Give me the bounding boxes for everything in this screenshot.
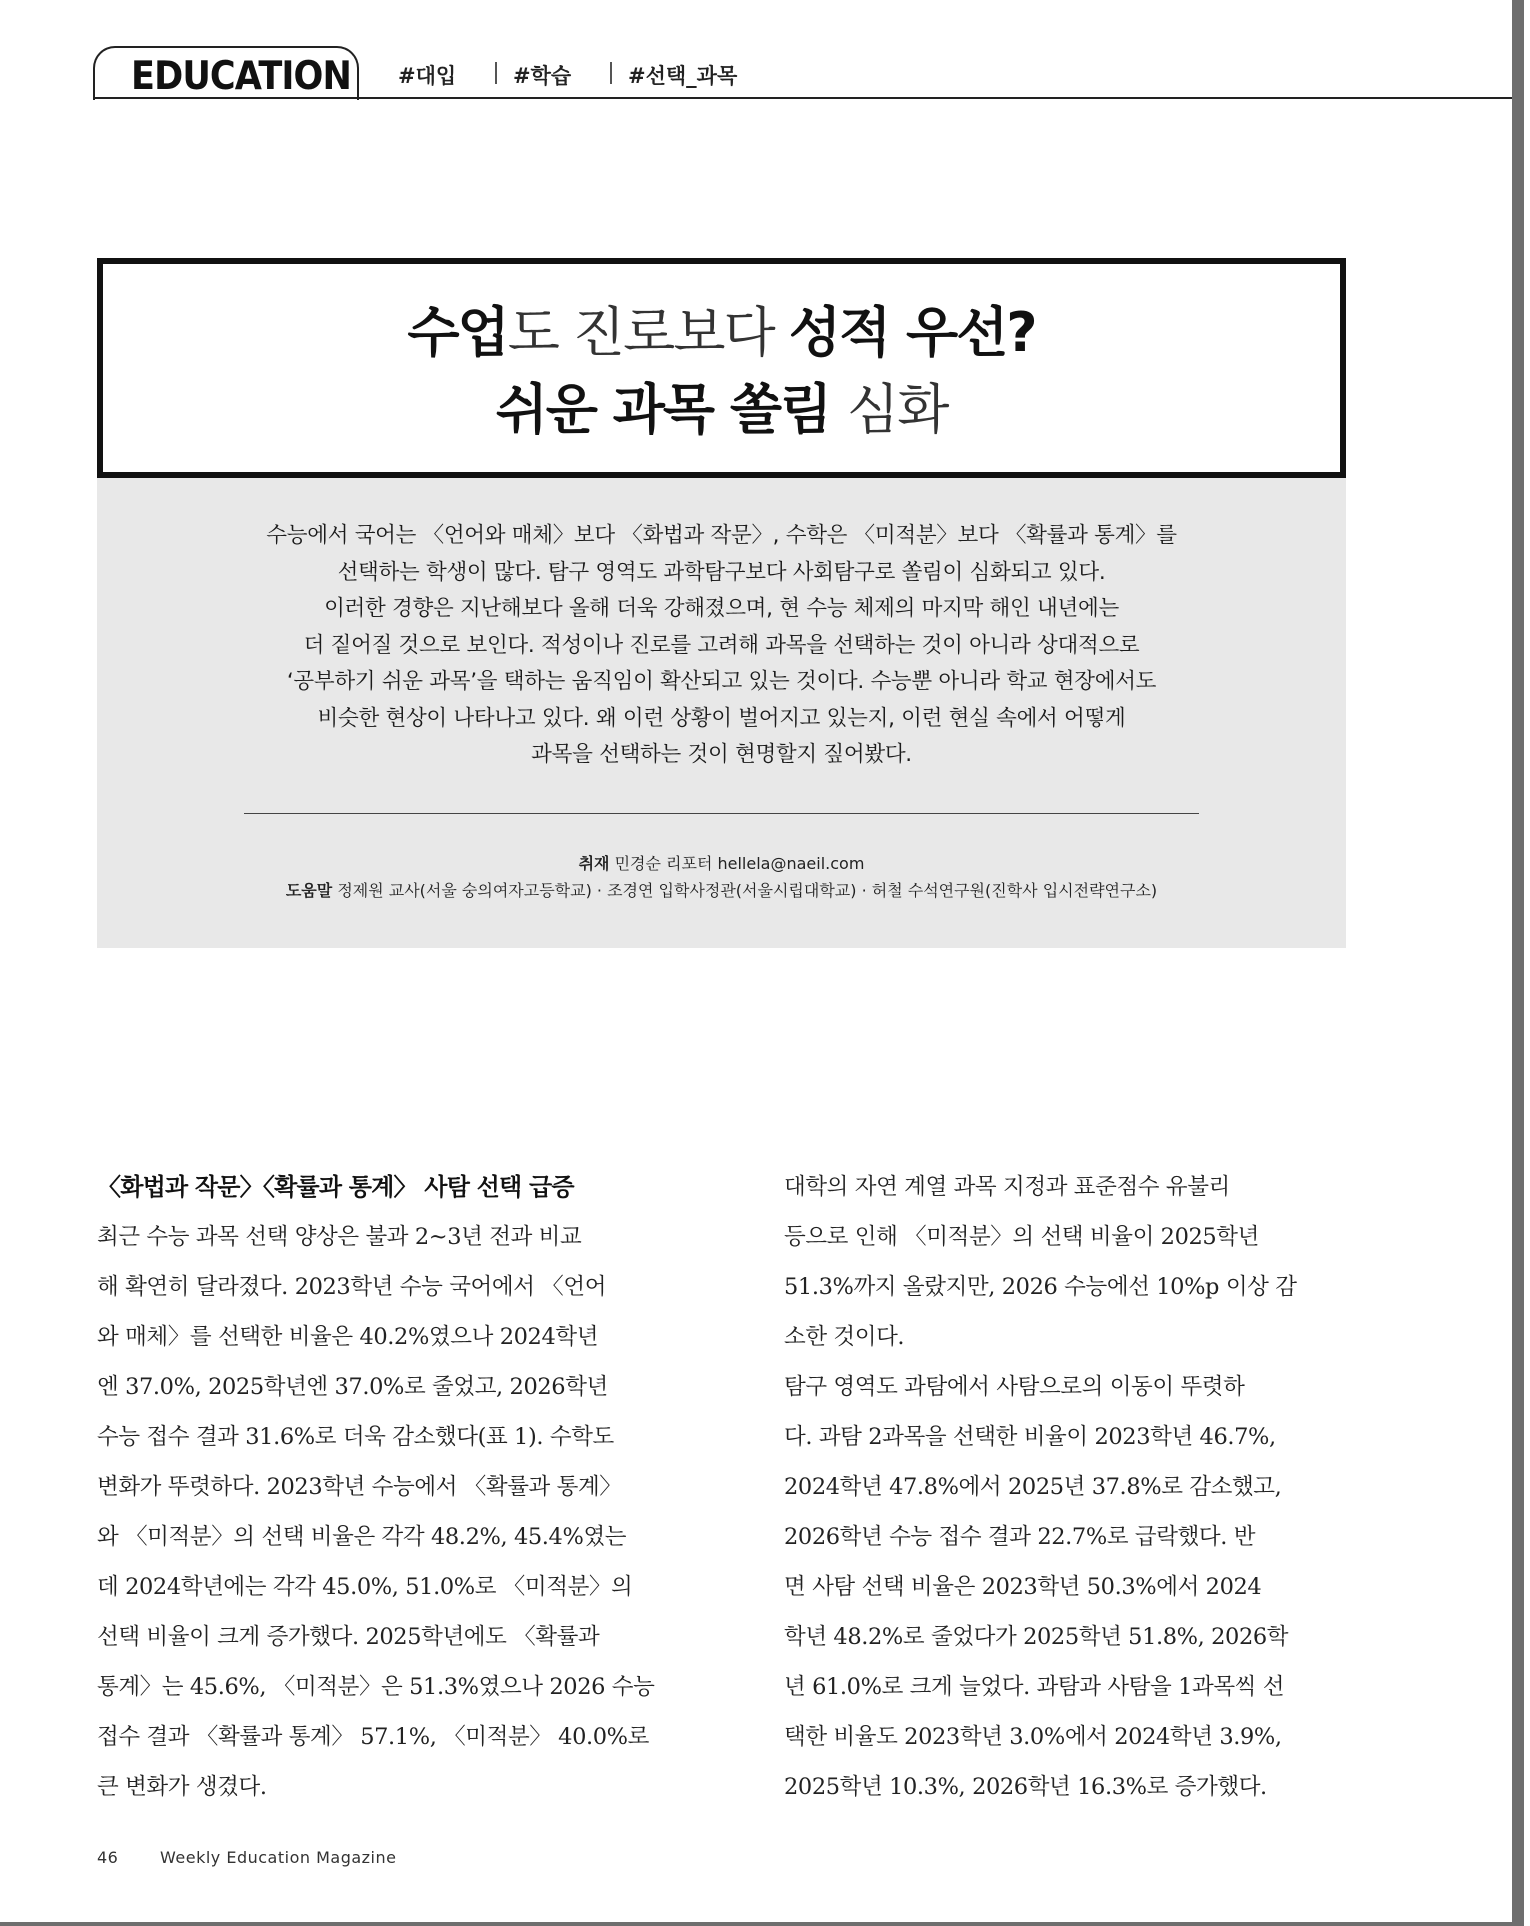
body-line: 선택 비율이 크게 증가했다. 2025학년에도 〈확률과 [97,1624,600,1650]
body-line: 소한 것이다. [784,1324,905,1350]
page-number: 46 [97,1848,119,1867]
subheading: 〈화법과 작문〉〈확률과 통계〉 사탐 선택 급증 [97,1173,574,1201]
body-line: 대학의 자연 계열 과목 지정과 표준점수 유불리 [784,1174,1230,1200]
body-line: 데 2024학년에는 각각 45.0%, 51.0%로 〈미적분〉의 [97,1574,633,1600]
body-line: 2025학년 10.3%, 2026학년 16.3%로 증가했다. [784,1774,1267,1800]
body-column-left [97,1162,672,1812]
headline-line-1: 수업도 진로보다 성적 우선? [407,301,1036,364]
section-label: EDUCATION [131,54,351,99]
tag-separator [610,62,612,84]
tag-separator [495,62,497,84]
body-line: 엔 37.0%, 2025학년엔 37.0%로 줄었고, 2026학년 [97,1374,608,1400]
headline-box [97,258,1346,478]
body-line: 51.3%까지 올랐지만, 2026 수능에선 10%p 이상 감 [784,1274,1297,1300]
body-line: 통계〉는 45.6%, 〈미적분〉은 51.3%였으나 2026 수능 [97,1674,655,1700]
body-line: 학년 48.2%로 줄었다가 2025학년 51.8%, 2026학 [784,1624,1289,1650]
body-line: 다. 과탐 2과목을 선택한 비율이 2023학년 46.7%, [784,1424,1276,1450]
lead-paragraph: 수능에서 국어는 〈언어와 매체〉보다 〈화법과 작문〉, 수학은 〈미적분〉보다 〈확률과 통계〉를 선택하는 학생이 많다. 탐구 영역도 과학탐구보다 사회탐구로 쏠림이 심화되고 있다. 이러한 경향은 지난해보다 올해 더욱 강해졌으며, 현 수능 체제의 마지막 해인 내년에는 더 짙어질 것으로 보인다. 적성이나 진로를 고려해 과목을 선택하는 것이 아니라 상대적으로 ‘공부하기 쉬운 과목’을 택하는 움직임이 확산되고 있는 것이다. 수능뿐 아니라 학교 현장에서도 비슷한 현상이 나타나고 있다. 왜 이런 상황이 벌어지고 있는지, 이런 현실 속에서 어떻게 과목을 선택하는 것이 현명할지 짚어봤다. [266,523,1177,767]
body-column-right [784,1162,1359,1812]
body-line: 등으로 인해 〈미적분〉의 선택 비율이 2025학년 [784,1224,1259,1250]
body-line: 변화가 뚜렷하다. 2023학년 수능에서 〈확률과 통계〉 [97,1474,622,1500]
credits [97,850,1346,904]
lead-divider [244,813,1199,814]
magazine-name: Weekly Education Magazine [160,1848,397,1867]
headline-line-2: 쉬운 과목 쏠림 심화 [495,378,948,441]
body-line: 와 〈미적분〉의 선택 비율은 각각 48.2%, 45.4%였는 [97,1524,627,1550]
body-line: 접수 결과 〈확률과 통계〉 57.1%, 〈미적분〉 40.0%로 [97,1724,649,1750]
body-line: 2026학년 수능 접수 결과 22.7%로 급락했다. 반 [784,1524,1256,1550]
body-line: 해 확연히 달라졌다. 2023학년 수능 국어에서 〈언어 [97,1274,607,1300]
tag-admission[interactable]: #대입 [398,64,457,88]
body-line: 와 매체〉를 선택한 비율은 40.2%였으나 2024학년 [97,1324,599,1350]
tag-elective-subject[interactable]: #선택_과목 [628,64,738,88]
body-line: 수능 접수 결과 31.6%로 더욱 감소했다(표 1). 수학도 [97,1424,614,1450]
body-line: 면 사탐 선택 비율은 2023학년 50.3%에서 2024 [784,1574,1262,1600]
body-line: 탐구 영역도 과탐에서 사탐으로의 이동이 뚜렷하 [784,1374,1245,1400]
body-line: 최근 수능 과목 선택 양상은 불과 2~3년 전과 비교 [97,1224,582,1250]
body-line: 2024학년 47.8%에서 2025년 37.8%로 감소했고, [784,1474,1282,1500]
credit-advisors: 도움말 정제원 교사(서울 숭의여자고등학교) · 조경연 입학사정관(서울시립대학교) · 허철 수석연구원(진학사 입시전략연구소) [285,881,1158,900]
credit-reporter: 취재 민경순 리포터 hellela@naeil.com [578,854,865,873]
body-line: 큰 변화가 생겼다. [97,1774,267,1800]
body-line: 택한 비율도 2023학년 3.0%에서 2024학년 3.9%, [784,1724,1282,1750]
tag-study[interactable]: #학습 [513,64,572,88]
lead-box [97,478,1346,948]
body-line: 년 61.0%로 크게 늘었다. 과탐과 사탐을 1과목씩 선 [784,1674,1285,1700]
